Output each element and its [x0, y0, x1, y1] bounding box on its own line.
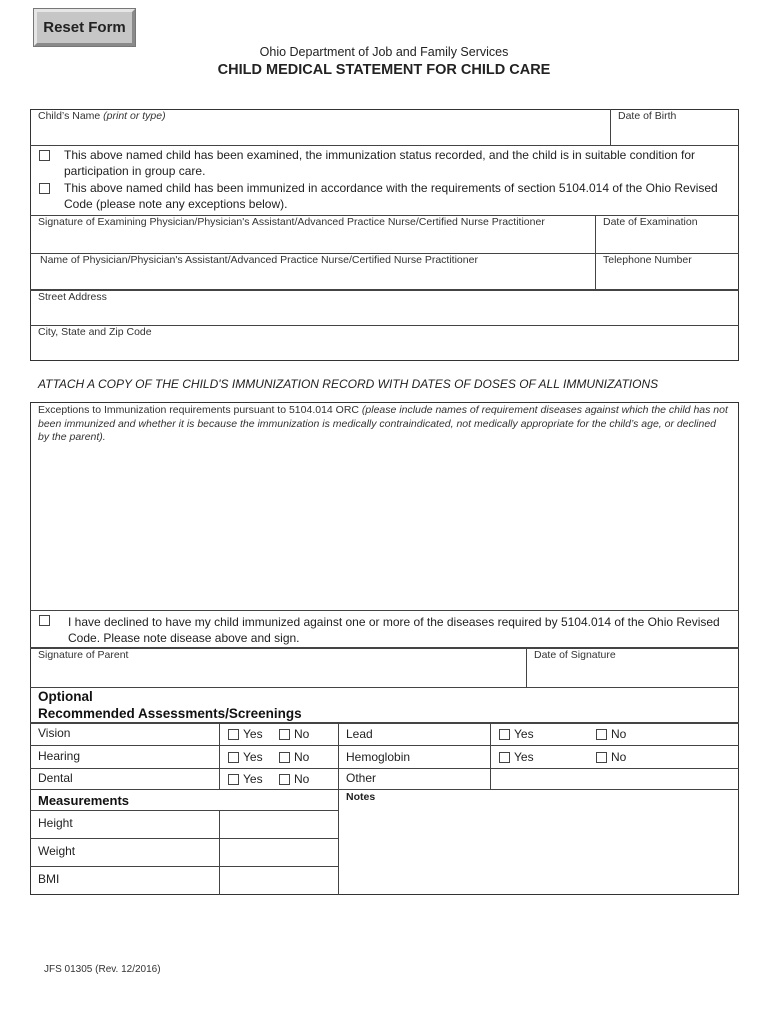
vision-label: Vision	[38, 726, 71, 740]
reset-form-button[interactable]: Reset Form	[34, 9, 135, 46]
attach-record-notice: ATTACH A COPY OF THE CHILD'S IMMUNIZATION RECORD WITH DATES OF DOSES OF ALL IMMUNIZATIONS	[38, 377, 659, 391]
divider	[490, 723, 491, 789]
dental-no-checkbox[interactable]	[279, 774, 290, 785]
agency-name: Ohio Department of Job and Family Services	[259, 45, 509, 59]
yes-label: Yes	[514, 750, 534, 764]
child-name-label-text: Child’s Name	[38, 110, 101, 122]
declined-checkbox[interactable]	[39, 615, 50, 626]
lead-no[interactable]	[596, 727, 626, 741]
street-address-input[interactable]	[36, 305, 738, 325]
screenings-heading: Recommended Assessments/Screenings	[38, 706, 302, 721]
exam-date-label: Date of Examination	[603, 216, 698, 228]
signature-date-label: Date of Signature	[534, 649, 616, 661]
optional-heading: Optional	[38, 689, 93, 704]
vision-yes[interactable]	[228, 727, 263, 741]
divider	[526, 647, 527, 687]
vision-no[interactable]	[279, 727, 309, 741]
weight-label: Weight	[38, 844, 76, 858]
divider	[30, 687, 739, 688]
divider	[610, 109, 611, 145]
no-label: No	[294, 772, 310, 786]
no-label: No	[611, 727, 627, 741]
hearing-yes[interactable]	[228, 750, 263, 764]
exceptions-label	[38, 404, 728, 445]
hemoglobin-yes-checkbox[interactable]	[499, 752, 510, 763]
height-input[interactable]	[223, 813, 339, 837]
physician-signature-label: Signature of Examining Physician/Physician's Assistant/Advanced Practice Nurse/Certified Nurse Practitioner	[38, 216, 545, 228]
notes-label: Notes	[346, 791, 376, 803]
divider	[30, 768, 739, 769]
weight-input[interactable]	[223, 841, 339, 865]
no-label: No	[611, 750, 627, 764]
parent-signature-input[interactable]	[36, 663, 524, 686]
other-input[interactable]	[494, 771, 738, 789]
parent-signature-label: Signature of Parent	[38, 649, 129, 661]
exceptions-textarea[interactable]	[36, 446, 736, 610]
divider	[30, 745, 739, 746]
divider	[30, 647, 739, 649]
immunized-checkbox[interactable]	[39, 183, 50, 194]
child-name-input[interactable]	[36, 124, 608, 144]
lead-label: Lead	[346, 727, 373, 741]
no-label: No	[294, 750, 310, 764]
physician-name-input[interactable]	[36, 268, 594, 289]
yes-label: Yes	[243, 727, 263, 741]
city-state-zip-input[interactable]	[36, 340, 738, 360]
yes-label: Yes	[243, 750, 263, 764]
divider	[595, 215, 596, 289]
dob-label: Date of Birth	[618, 110, 677, 122]
immunized-statement: This above named child has been immunized in accordance with the requirements of section 5104.014 of the Ohio Revised Code (please note any exceptions below).	[64, 181, 718, 211]
hearing-yes-checkbox[interactable]	[228, 752, 239, 763]
vision-no-checkbox[interactable]	[279, 729, 290, 740]
hemoglobin-yes[interactable]	[499, 750, 534, 764]
hearing-label: Hearing	[38, 749, 81, 763]
dob-input[interactable]	[614, 124, 738, 144]
divider	[30, 838, 339, 839]
measurements-heading: Measurements	[38, 793, 130, 808]
signature-date-input[interactable]	[531, 663, 738, 686]
street-address-label: Street Address	[38, 291, 107, 303]
page-title: CHILD MEDICAL STATEMENT FOR CHILD CARE	[217, 62, 551, 78]
hemoglobin-no-checkbox[interactable]	[596, 752, 607, 763]
vision-yes-checkbox[interactable]	[228, 729, 239, 740]
lead-no-checkbox[interactable]	[596, 729, 607, 740]
phone-label: Telephone Number	[603, 254, 692, 266]
notes-textarea[interactable]	[344, 805, 738, 895]
divider	[30, 145, 739, 146]
divider	[219, 723, 220, 789]
declined-statement: I have declined to have my child immunized against one or more of the diseases required by 5104.014 of the Ohio Revised Code. Please note disease above and sign.	[68, 615, 720, 645]
hearing-no[interactable]	[279, 750, 309, 764]
divider	[30, 789, 739, 790]
exceptions-hint: (please include names of requirement diseases against which the child has not been immunized and whether it is because the immunization is medically contraindicated, not medically appropriate for the child’s age, or declined by the parent).	[38, 404, 728, 443]
hearing-no-checkbox[interactable]	[279, 752, 290, 763]
height-label: Height	[38, 816, 73, 830]
hemoglobin-label: Hemoglobin	[346, 750, 411, 764]
bmi-label: BMI	[38, 872, 60, 886]
child-name-hint: (print or type)	[103, 110, 166, 122]
divider	[219, 810, 220, 895]
bmi-input[interactable]	[223, 869, 339, 893]
examined-checkbox[interactable]	[39, 150, 50, 161]
dental-no[interactable]	[279, 772, 309, 786]
divider	[30, 866, 339, 867]
examined-statement: This above named child has been examined, the immunization status recorded, and the child is in suitable condition for participation in group care.	[64, 148, 696, 178]
divider	[30, 810, 339, 811]
lead-yes-checkbox[interactable]	[499, 729, 510, 740]
other-label: Other	[346, 771, 377, 785]
exam-date-input[interactable]	[600, 231, 738, 253]
child-name-label	[38, 110, 166, 122]
dental-label: Dental	[38, 771, 73, 785]
dental-yes-checkbox[interactable]	[228, 774, 239, 785]
dental-yes[interactable]	[228, 772, 263, 786]
city-state-zip-label: City, State and Zip Code	[38, 326, 152, 338]
divider	[30, 289, 739, 291]
exceptions-label-text: Exceptions to Immunization requirements pursuant to 5104.014 ORC	[38, 404, 362, 416]
no-label: No	[294, 727, 310, 741]
divider	[30, 722, 739, 724]
form-id: JFS 01305 (Rev. 12/2016)	[44, 964, 161, 975]
yes-label: Yes	[243, 772, 263, 786]
divider	[30, 610, 739, 611]
lead-yes[interactable]	[499, 727, 534, 741]
physician-signature-input[interactable]	[36, 231, 594, 253]
physician-name-label: Name of Physician/Physician's Assistant/Advanced Practice Nurse/Certified Nurse Practitioner	[40, 254, 478, 266]
hemoglobin-no[interactable]	[596, 750, 626, 764]
yes-label: Yes	[514, 727, 534, 741]
phone-input[interactable]	[600, 268, 738, 289]
